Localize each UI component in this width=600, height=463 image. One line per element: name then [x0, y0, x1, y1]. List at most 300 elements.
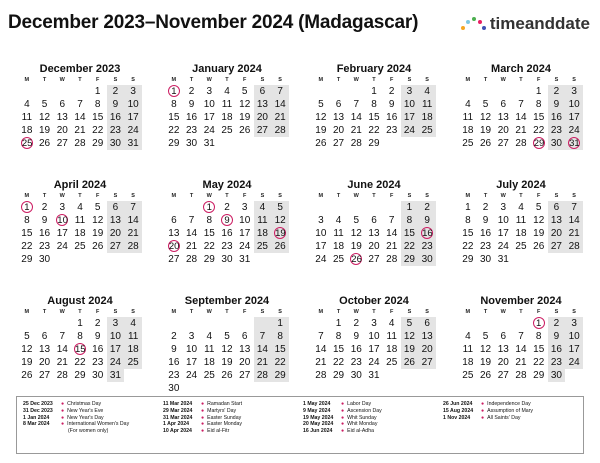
day-cell: 31 — [368, 370, 380, 381]
weekday-header: T — [372, 77, 376, 83]
day-cell: 13 — [418, 330, 436, 343]
legend-name: Easter Sunday — [207, 414, 242, 421]
day-cell: 6 — [335, 99, 342, 110]
day-cell: 15 — [462, 228, 474, 239]
day-cell: 4 — [335, 215, 342, 226]
day-cell: 25 — [254, 240, 272, 253]
day-cell: 29 — [462, 254, 474, 265]
day-cell: 5 — [318, 99, 324, 110]
day-cell: 6 — [59, 99, 66, 110]
day-cell: 11 — [124, 330, 142, 343]
weekday-header: T — [519, 309, 523, 315]
day-grid — [18, 308, 142, 382]
month-calendar — [165, 294, 289, 406]
day-cell: 25 — [462, 138, 474, 149]
day-cell: 25 — [386, 357, 398, 368]
day-cell: 9 — [482, 215, 489, 226]
legend-date: 26 Jun 2024 — [443, 401, 473, 407]
day-grid — [165, 76, 289, 150]
day-cell: 1 — [335, 318, 342, 329]
day-cell: 11 — [74, 215, 86, 226]
day-cell: 28 — [515, 138, 527, 149]
legend-item — [23, 421, 157, 428]
day-cell: 22 — [533, 357, 545, 368]
bullet-icon: ● — [61, 407, 65, 414]
day-cell: 9 — [418, 214, 436, 227]
day-cell: 16 — [548, 343, 566, 356]
day-cell: 24 — [239, 241, 251, 252]
day-cell: 27 — [497, 370, 509, 381]
day-cell: 13 — [39, 344, 51, 355]
month-calendar — [459, 178, 583, 290]
day-cell: 14 — [271, 98, 289, 111]
day-cell: 5 — [401, 317, 419, 330]
day-cell: 6 — [41, 331, 48, 342]
day-cell: 11 — [333, 228, 344, 239]
day-cell: 18 — [462, 357, 474, 368]
day-cell: 4 — [24, 99, 30, 110]
empty-cell — [71, 85, 89, 98]
month-name: April 2024 — [53, 179, 107, 191]
month-calendar — [312, 178, 436, 290]
weekday-header: S — [131, 77, 135, 83]
day-cell: 22 — [401, 240, 419, 253]
day-cell: 10 — [368, 331, 380, 342]
day-cell: 14 — [515, 112, 527, 123]
day-cell: 17 — [107, 343, 125, 356]
legend-item — [303, 415, 437, 422]
month-calendar — [165, 62, 289, 174]
weekday-header: T — [189, 309, 194, 315]
day-cell: 3 — [565, 317, 583, 330]
day-cell: 5 — [24, 331, 30, 342]
weekday-header: S — [425, 193, 429, 199]
day-cell: 15 — [368, 112, 380, 123]
day-cell: 28 — [56, 370, 68, 381]
empty-cell — [165, 317, 183, 330]
legend-date: 1 Jan 2024 — [23, 414, 50, 421]
day-cell: 19 — [21, 357, 33, 368]
day-cell: 7 — [353, 99, 360, 110]
legend-column — [163, 401, 297, 449]
day-cell: 23 — [221, 241, 233, 252]
day-cell: 3 — [565, 85, 583, 98]
weekday-header: S — [425, 309, 429, 315]
weekday-header: S — [572, 309, 576, 315]
day-cell: 17 — [401, 111, 419, 124]
day-cell: 6 — [548, 201, 566, 214]
day-cell: 24 — [56, 241, 68, 252]
clock-rays-icon — [460, 16, 486, 32]
day-cell: 26 — [271, 240, 289, 253]
weekday-header: T — [336, 193, 341, 199]
legend-name: Ascension Day — [347, 407, 382, 414]
day-cell: 29 — [203, 254, 215, 265]
weekday-header: F — [243, 309, 247, 315]
weekday-header: F — [96, 193, 100, 199]
bullet-icon: ● — [341, 407, 345, 414]
weekday-header: T — [336, 77, 341, 83]
day-cell: 28 — [124, 240, 142, 253]
day-cell: 25 — [221, 125, 233, 136]
day-cell: 14 — [74, 112, 86, 123]
weekday-header: F — [390, 193, 394, 199]
weekday-header: T — [42, 309, 47, 315]
bullet-icon: ● — [61, 414, 65, 421]
day-cell: 2 — [388, 86, 395, 97]
empty-cell — [236, 317, 254, 330]
weekday-header: M — [171, 77, 177, 83]
day-cell: 16 — [92, 344, 104, 355]
day-cell: 1 — [401, 201, 419, 214]
weekday-header: W — [206, 77, 212, 83]
day-cell: 13 — [254, 98, 272, 111]
weekday-header: W — [206, 309, 212, 315]
day-cell: 28 — [565, 240, 583, 253]
day-cell: 27 — [368, 254, 380, 265]
legend-date: 8 Mar 2024 — [23, 421, 50, 428]
weekday-header: F — [537, 193, 541, 199]
empty-cell — [512, 317, 530, 330]
day-cell: 23 — [480, 241, 492, 252]
empty-cell — [347, 201, 365, 214]
day-cell: 30 — [107, 137, 125, 150]
day-cell: 2 — [418, 201, 436, 214]
day-cell: 18 — [124, 343, 142, 356]
month-calendar — [18, 294, 142, 406]
weekday-header: F — [96, 309, 100, 315]
day-cell: 29 — [74, 370, 86, 381]
day-cell: 18 — [221, 112, 233, 123]
day-cell: 23 — [548, 124, 566, 137]
bullet-icon: ● — [481, 401, 485, 407]
day-cell: 21 — [350, 125, 362, 136]
empty-cell — [183, 201, 201, 214]
day-cell: 12 — [315, 112, 327, 123]
legend-date: 1 Apr 2024 — [163, 421, 190, 428]
day-cell: 24 — [315, 254, 327, 265]
empty-cell — [347, 85, 365, 98]
day-cell: 31 — [124, 137, 142, 150]
legend-item — [163, 415, 297, 422]
holiday-day: 1 — [530, 317, 548, 330]
day-cell: 18 — [333, 241, 345, 252]
weekday-header: S — [278, 193, 282, 199]
day-cell: 18 — [21, 125, 33, 136]
weekday-header: S — [554, 77, 559, 83]
day-cell: 27 — [254, 124, 272, 137]
day-cell: 2 — [224, 202, 230, 213]
day-cell: 21 — [515, 125, 527, 136]
day-cell: 14 — [515, 344, 527, 355]
legend-date: 16 Jun 2024 — [303, 428, 333, 435]
day-cell: 18 — [418, 111, 436, 124]
day-cell: 20 — [107, 227, 125, 240]
weekday-header: M — [171, 193, 177, 199]
day-cell: 4 — [518, 202, 524, 213]
day-cell: 13 — [168, 228, 180, 239]
day-cell: 16 — [386, 112, 398, 123]
holiday-day: 15 — [74, 344, 86, 355]
day-cell: 4 — [224, 86, 230, 97]
weekday-header: M — [24, 309, 30, 315]
day-cell: 7 — [388, 215, 395, 226]
empty-cell — [512, 85, 530, 98]
empty-cell — [330, 85, 348, 98]
day-cell: 7 — [59, 331, 66, 342]
day-cell: 5 — [482, 99, 489, 110]
day-cell: 10 — [401, 98, 419, 111]
month-calendar — [459, 62, 583, 174]
day-cell: 10 — [203, 99, 215, 110]
empty-cell — [365, 201, 383, 214]
day-cell: 21 — [254, 356, 272, 369]
empty-cell — [494, 317, 512, 330]
day-cell: 3 — [188, 331, 195, 342]
day-cell: 20 — [368, 241, 380, 252]
weekday-header: W — [353, 193, 359, 199]
day-cell: 8 — [535, 331, 542, 342]
day-cell: 13 — [107, 214, 125, 227]
day-cell: 10 — [315, 228, 327, 239]
legend-item — [443, 401, 577, 408]
day-cell: 5 — [482, 331, 489, 342]
weekday-header: S — [572, 193, 576, 199]
day-cell: 10 — [239, 215, 251, 226]
day-cell: 21 — [315, 357, 327, 368]
day-cell: 20 — [333, 125, 345, 136]
legend-item — [163, 408, 297, 415]
weekday-header: T — [189, 77, 194, 83]
day-cell: 29 — [168, 138, 180, 149]
timeanddate-logo[interactable] — [460, 14, 590, 34]
day-cell: 28 — [515, 370, 527, 381]
day-cell: 30 — [39, 254, 51, 265]
day-cell: 27 — [333, 138, 345, 149]
day-cell: 12 — [480, 112, 492, 123]
day-cell: 20 — [56, 125, 68, 136]
legend-date: 1 Nov 2024 — [443, 414, 471, 421]
month-calendar — [18, 62, 142, 174]
legend-date: 9 May 2024 — [303, 407, 331, 414]
day-cell: 18 — [386, 344, 398, 355]
day-cell: 21 — [565, 227, 583, 240]
weekday-header: T — [42, 193, 47, 199]
legend-item — [303, 428, 437, 435]
holiday-day: 25 — [21, 138, 33, 149]
legend-date — [23, 428, 61, 435]
legend-date: 1 May 2024 — [303, 401, 331, 407]
weekday-header: T — [336, 309, 341, 315]
day-cell: 15 — [92, 112, 104, 123]
day-cell: 3 — [318, 215, 324, 226]
day-cell: 13 — [333, 112, 345, 123]
day-cell: 4 — [77, 202, 83, 213]
day-cell: 12 — [92, 215, 104, 226]
day-cell: 7 — [518, 99, 524, 110]
day-cell: 9 — [388, 99, 395, 110]
legend-date: 29 Mar 2024 — [163, 407, 193, 414]
empty-cell — [53, 85, 71, 98]
weekday-header: M — [171, 309, 177, 315]
day-cell: 2 — [94, 318, 101, 329]
weekday-header: M — [465, 77, 471, 83]
day-cell: 6 — [500, 99, 507, 110]
day-cell: 17 — [368, 344, 380, 355]
day-cell: 23 — [548, 356, 566, 369]
day-cell: 12 — [533, 215, 545, 226]
empty-cell — [218, 317, 236, 330]
day-cell: 26 — [21, 370, 33, 381]
weekday-header: T — [483, 309, 488, 315]
weekday-header: S — [425, 77, 429, 83]
day-cell: 26 — [480, 138, 492, 149]
day-grid — [18, 76, 142, 150]
empty-cell — [183, 317, 201, 330]
weekday-header: S — [407, 193, 412, 199]
day-cell: 15 — [271, 343, 289, 356]
weekday-header: S — [554, 309, 559, 315]
weekday-header: S — [113, 77, 118, 83]
day-cell: 8 — [535, 99, 542, 110]
weekday-header: S — [131, 193, 135, 199]
day-grid — [165, 308, 289, 395]
weekday-header: W — [500, 193, 506, 199]
day-cell: 30 — [418, 253, 436, 266]
legend-date: 11 Mar 2024 — [163, 401, 193, 407]
day-cell: 28 — [315, 370, 327, 381]
day-cell: 28 — [186, 254, 198, 265]
legend-name: Labor Day — [347, 401, 372, 407]
day-cell: 5 — [271, 201, 289, 214]
day-cell: 24 — [107, 356, 125, 369]
day-cell: 27 — [39, 370, 51, 381]
day-cell: 20 — [39, 357, 51, 368]
day-cell: 7 — [271, 85, 289, 98]
day-cell: 2 — [171, 331, 177, 342]
empty-cell — [312, 317, 330, 330]
holiday-day: 10 — [57, 215, 68, 226]
day-cell: 2 — [41, 202, 48, 213]
weekday-header: T — [372, 193, 376, 199]
day-cell: 24 — [497, 241, 509, 252]
legend-name: Eid al-Fitr — [207, 428, 230, 435]
day-cell: 1 — [77, 318, 83, 329]
day-cell: 5 — [353, 215, 360, 226]
legend-date: 15 Aug 2024 — [443, 407, 474, 414]
day-cell: 24 — [401, 124, 419, 137]
day-cell: 17 — [565, 111, 583, 124]
day-cell: 29 — [533, 370, 545, 381]
day-cell: 3 — [59, 202, 66, 213]
day-cell: 21 — [56, 357, 68, 368]
day-cell: 30 — [548, 369, 566, 382]
day-cell: 6 — [500, 331, 507, 342]
day-cell: 8 — [335, 331, 342, 342]
day-cell: 16 — [107, 111, 125, 124]
day-cell: 14 — [386, 228, 398, 239]
day-cell: 10 — [565, 330, 583, 343]
weekday-header: S — [260, 309, 265, 315]
day-cell: 28 — [254, 369, 272, 382]
day-cell: 6 — [107, 201, 125, 214]
empty-cell — [200, 317, 218, 330]
weekday-header: T — [225, 309, 229, 315]
day-cell: 28 — [74, 138, 86, 149]
month-calendar — [165, 178, 289, 290]
day-cell: 11 — [418, 98, 436, 111]
day-cell: 14 — [186, 228, 198, 239]
day-cell: 10 — [565, 98, 583, 111]
day-cell: 25 — [124, 356, 142, 369]
month-name: January 2024 — [192, 63, 262, 75]
day-cell: 11 — [462, 112, 474, 123]
month-name: November 2024 — [480, 295, 562, 307]
day-cell: 21 — [186, 241, 198, 252]
day-cell: 23 — [186, 125, 198, 136]
legend-name: (For women only) — [68, 428, 109, 435]
day-cell: 10 — [107, 330, 125, 343]
weekday-header: T — [78, 309, 82, 315]
day-cell: 19 — [39, 125, 51, 136]
bullet-icon: ● — [481, 407, 485, 414]
bullet-icon: ● — [201, 414, 205, 421]
day-cell: 22 — [271, 356, 289, 369]
day-cell: 6 — [371, 215, 377, 226]
day-cell: 3 — [107, 317, 125, 330]
day-cell: 16 — [350, 344, 362, 355]
day-cell: 30 — [350, 370, 362, 381]
day-cell: 28 — [271, 124, 289, 137]
day-cell: 2 — [107, 85, 125, 98]
month-name: March 2024 — [491, 63, 551, 75]
day-cell: 20 — [548, 227, 566, 240]
day-cell: 2 — [548, 85, 566, 98]
day-cell: 16 — [548, 111, 566, 124]
day-cell: 19 — [480, 125, 492, 136]
day-cell: 31 — [497, 254, 509, 265]
day-cell: 27 — [56, 138, 68, 149]
day-cell: 16 — [168, 357, 180, 368]
weekday-header: W — [59, 77, 65, 83]
day-cell: 7 — [318, 331, 324, 342]
day-cell: 26 — [401, 356, 419, 369]
day-cell: 11 — [204, 344, 215, 355]
day-cell: 2 — [548, 317, 566, 330]
day-cell: 22 — [462, 241, 474, 252]
day-cell: 26 — [39, 138, 51, 149]
day-cell: 7 — [124, 201, 142, 214]
legend-name: New Year's Day — [67, 414, 104, 421]
day-cell: 29 — [401, 253, 419, 266]
page-title: December 2023–November 2024 (Madagascar) — [8, 12, 419, 33]
bullet-icon: ● — [201, 407, 205, 414]
bullet-icon: ● — [201, 401, 205, 407]
holiday-day: 29 — [533, 138, 545, 149]
month-name: February 2024 — [336, 63, 412, 75]
holiday-day: 9 — [218, 214, 236, 227]
day-cell: 11 — [221, 99, 233, 110]
day-cell: 4 — [465, 99, 471, 110]
legend-name: Eid al-Adha — [347, 428, 374, 435]
day-cell: 26 — [533, 241, 545, 252]
legend-item — [163, 428, 297, 435]
day-cell: 24 — [203, 125, 215, 136]
holiday-legend — [16, 396, 584, 454]
day-grid — [459, 192, 583, 266]
calendar-grid — [18, 62, 584, 406]
day-grid — [312, 76, 436, 150]
